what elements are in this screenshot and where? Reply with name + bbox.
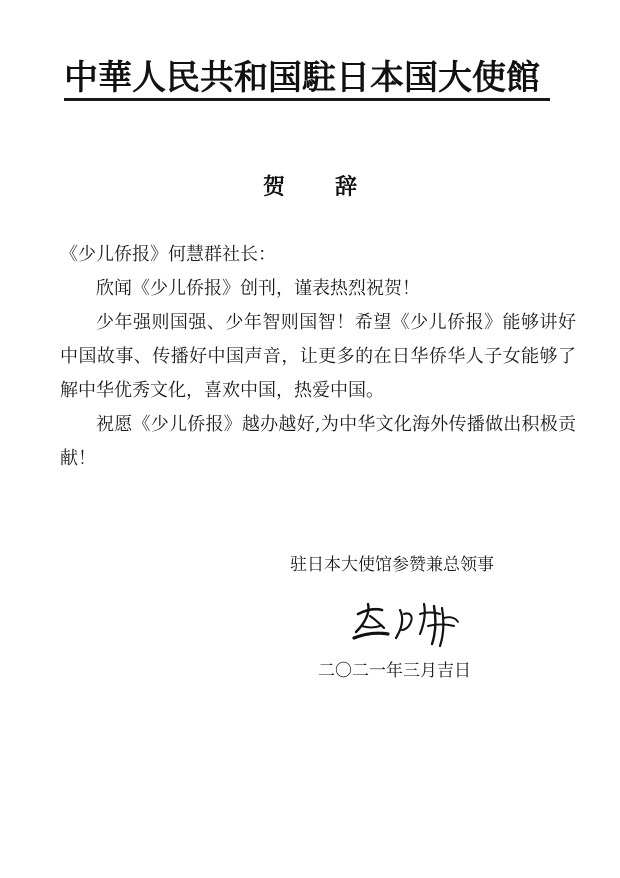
- paragraph-wish: 祝愿《少儿侨报》越办越好,为中华文化海外传播做出积极贡献！: [60, 414, 576, 469]
- document-title: 贺 辞: [262, 175, 371, 200]
- paragraph-congratulation: 欣闻《少儿侨报》创刊，谨表热烈祝贺！: [96, 278, 420, 299]
- letterhead-organization: 中華人民共和国駐日本国大使館: [64, 58, 540, 98]
- letter-body: [60, 238, 576, 476]
- letterhead-underline: [64, 98, 550, 101]
- paragraph-hope: 少年强则国强、少年智则国智！希望《少儿侨报》能够讲好中国故事、传播好中国声音，让更多的在日华侨华人子女能够了解中华优秀文化，喜欢中国，热爱中国。: [60, 312, 576, 401]
- salutation: 《少儿侨报》何慧群社长：: [60, 244, 276, 265]
- signature-date: 二〇二一年三月吉日: [318, 661, 471, 681]
- handwritten-signature: [344, 594, 474, 654]
- signer-title: 驻日本大使馆参赞兼总领事: [290, 555, 494, 575]
